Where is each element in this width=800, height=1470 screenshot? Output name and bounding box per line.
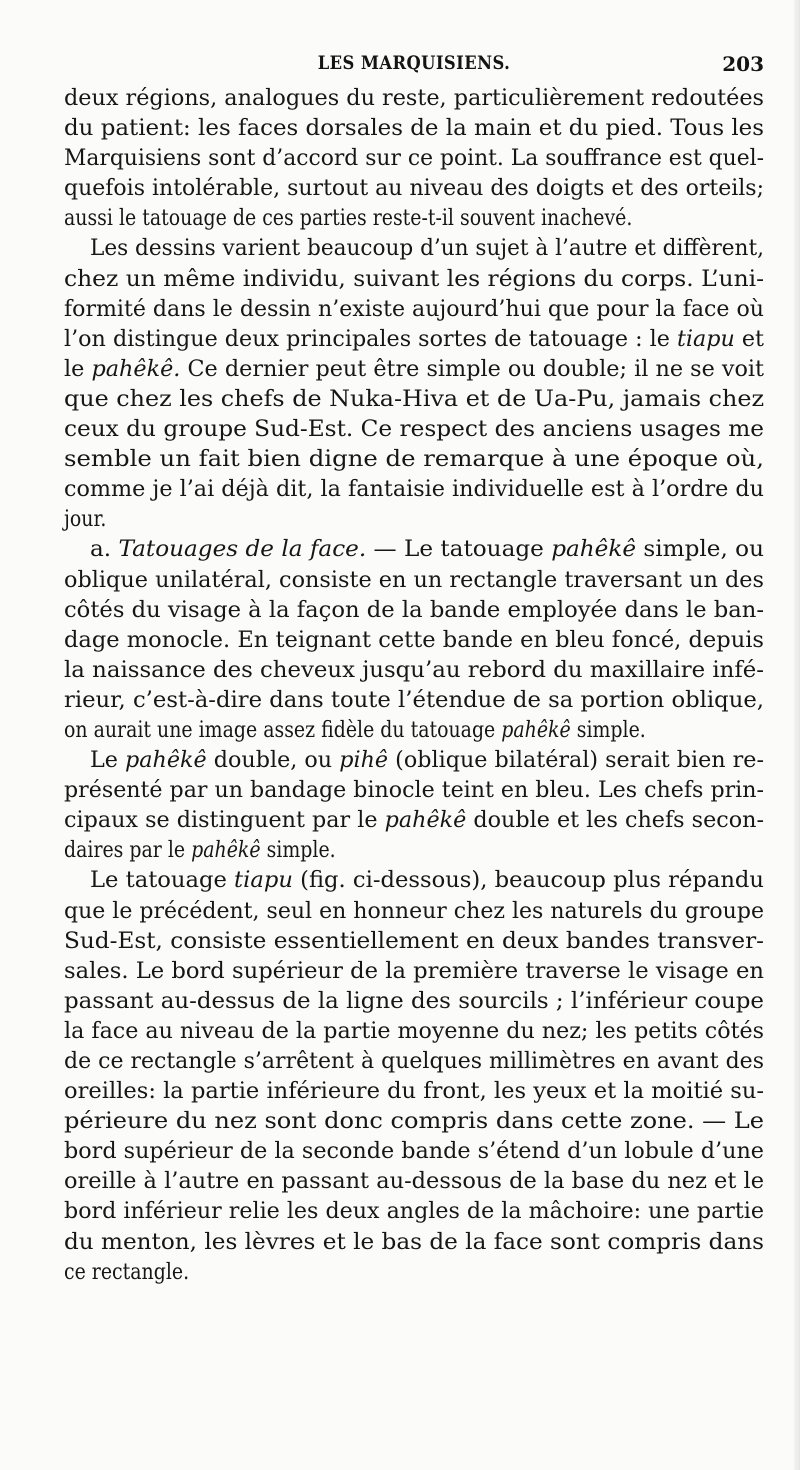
text-line [64, 505, 764, 535]
text-line-content: ceux du groupe Sud-Est. Ce respect des anciens usages me [64, 417, 764, 443]
text-line-content: deux régions, analogues du reste, particulièrement redoutées [64, 86, 764, 111]
text-line [64, 897, 764, 927]
text-line-content: dage monocle. En teignant cette bande en bleu foncé, depuis [64, 627, 764, 653]
text-line [64, 746, 764, 776]
text-line [64, 776, 764, 806]
text-line-content: quefois intolérable, surtout au niveau des doigts et des orteils; [64, 176, 764, 202]
text-line [64, 114, 764, 144]
text-line [64, 174, 764, 204]
text-line [64, 204, 764, 234]
text-line [64, 325, 764, 355]
text-line-content: que chez les chefs de Nuka-Hiva et de Ua-Pu, jamais chez [64, 386, 764, 412]
text-line [64, 716, 764, 746]
text-line-content: Sud-Est, consiste essentiellement en deux bandes transver- [64, 928, 765, 954]
text-line [64, 596, 764, 626]
text-line [64, 626, 764, 656]
text-line-content: bord inférieur relie les deux angles de la mâchoire: une partie [64, 1199, 764, 1225]
text-line-content: semble un fait bien digne de remarque à une époque où, [64, 447, 764, 473]
text-line [64, 385, 764, 415]
text-line [64, 566, 764, 596]
text-line-content: chez un même individu, suivant les régions du corps. L’uni- [64, 266, 764, 292]
text-line-content: comme je l’ai déjà dit, la fantaisie individuelle est à l’ordre du [64, 477, 764, 503]
text-line [64, 686, 764, 716]
text-line [64, 144, 764, 174]
text-line [64, 656, 764, 686]
text-line-content: du menton, les lèvres et le bas de la face sont compris dans [64, 1229, 764, 1255]
text-line [64, 1047, 764, 1077]
text-line [64, 927, 764, 957]
running-head [64, 52, 764, 82]
text-line-content: ce rectangle. [64, 1259, 190, 1285]
text-line-content: aussi le tatouage de ces parties reste-t-il souvent inachevé. [64, 206, 633, 232]
text-line-content: daires par le pahêkê simple. [64, 838, 336, 864]
text-line [64, 445, 764, 475]
text-line-content: oblique unilatéral, consiste en un rectangle traversant un des [64, 567, 764, 593]
page-number: 203 [722, 52, 764, 76]
text-line [64, 265, 764, 295]
text-line [64, 1107, 764, 1137]
text-line-content: Marquisiens sont d’accord sur ce point. La souffrance est quel- [64, 146, 764, 172]
body-text [64, 84, 764, 1288]
text-line-content: l’on distingue deux principales sortes de tatouage : le tiapu et [64, 326, 765, 352]
text-line-content: que le précédent, seul en honneur chez les naturels du groupe [64, 898, 764, 924]
text-line-content: la face au niveau de la partie moyenne du nez; les petits côtés [64, 1018, 764, 1044]
text-line [64, 866, 764, 896]
text-line-content: passant au-dessus de la ligne des sourcils ; l’inférieur coupe [64, 988, 764, 1014]
text-line-content: jour. [64, 507, 107, 533]
text-line-content: Les dessins varient beaucoup d’un sujet à l’autre et diffèrent, [90, 236, 764, 262]
text-line-content: oreilles: la partie inférieure du front, les yeux et la moitié su- [64, 1079, 764, 1105]
text-line [64, 415, 764, 445]
text-line-content: on aurait une image assez fidèle du tatouage pahêkê simple. [64, 717, 646, 743]
text-line-content: présenté par un bandage binocle teint en bleu. Les chefs prin- [64, 778, 765, 804]
text-line [64, 234, 764, 264]
text-line [64, 836, 764, 866]
text-line-content: a. Tatouages de la face. — Le tatouage pahêkê simple, ou [90, 537, 764, 563]
text-line [64, 475, 764, 505]
text-line [64, 1167, 764, 1197]
text-line-content: périeure du nez sont donc compris dans cette zone. — Le [64, 1109, 764, 1135]
text-line-content: du patient: les faces dorsales de la main et du pied. Tous les [64, 116, 764, 142]
running-title: LES MARQUISIENS. [317, 52, 511, 74]
text-line-content: oreille à l’autre en passant au-dessous de la base du nez et le [64, 1169, 764, 1195]
text-line-content: le pahêkê. Ce dernier peut être simple ou double; il ne se voit [64, 356, 764, 382]
text-line [64, 84, 764, 114]
text-line [64, 806, 764, 836]
text-line-content: cipaux se distinguent par le pahêkê double et les chefs secon- [64, 808, 764, 834]
text-line-content: formité dans le dessin n’existe aujourd’hui que pour la face où [64, 296, 764, 322]
text-line [64, 987, 764, 1017]
text-line [64, 1258, 764, 1288]
text-line-content: rieur, c’est-à-dire dans toute l’étendue de sa portion oblique, [64, 687, 764, 713]
text-line-content: sales. Le bord supérieur de la première traverse le visage en [64, 958, 764, 984]
text-line [64, 535, 764, 565]
text-line [64, 295, 764, 325]
text-line [64, 957, 764, 987]
text-line-content: la naissance des cheveux jusqu’au rebord du maxillaire infé- [64, 657, 764, 683]
text-line [64, 1228, 764, 1258]
page-edge-shadow [794, 0, 800, 1470]
text-line-content: bord supérieur de la seconde bande s’étend d’un lobule d’une [64, 1139, 764, 1165]
text-line-content: de ce rectangle s’arrêtent à quelques millimètres en avant des [64, 1049, 764, 1074]
text-line [64, 1197, 764, 1227]
text-line [64, 1137, 764, 1167]
text-line-content: Le pahêkê double, ou pihê (oblique bilatéral) serait bien re- [90, 748, 764, 774]
text-line [64, 1077, 764, 1107]
text-line [64, 355, 764, 385]
text-line-content: côtés du visage à la façon de la bande employée dans le ban- [64, 597, 764, 623]
text-line [64, 1017, 764, 1047]
text-line-content: Le tatouage tiapu (fig. ci-dessous), beaucoup plus répandu [90, 868, 764, 894]
